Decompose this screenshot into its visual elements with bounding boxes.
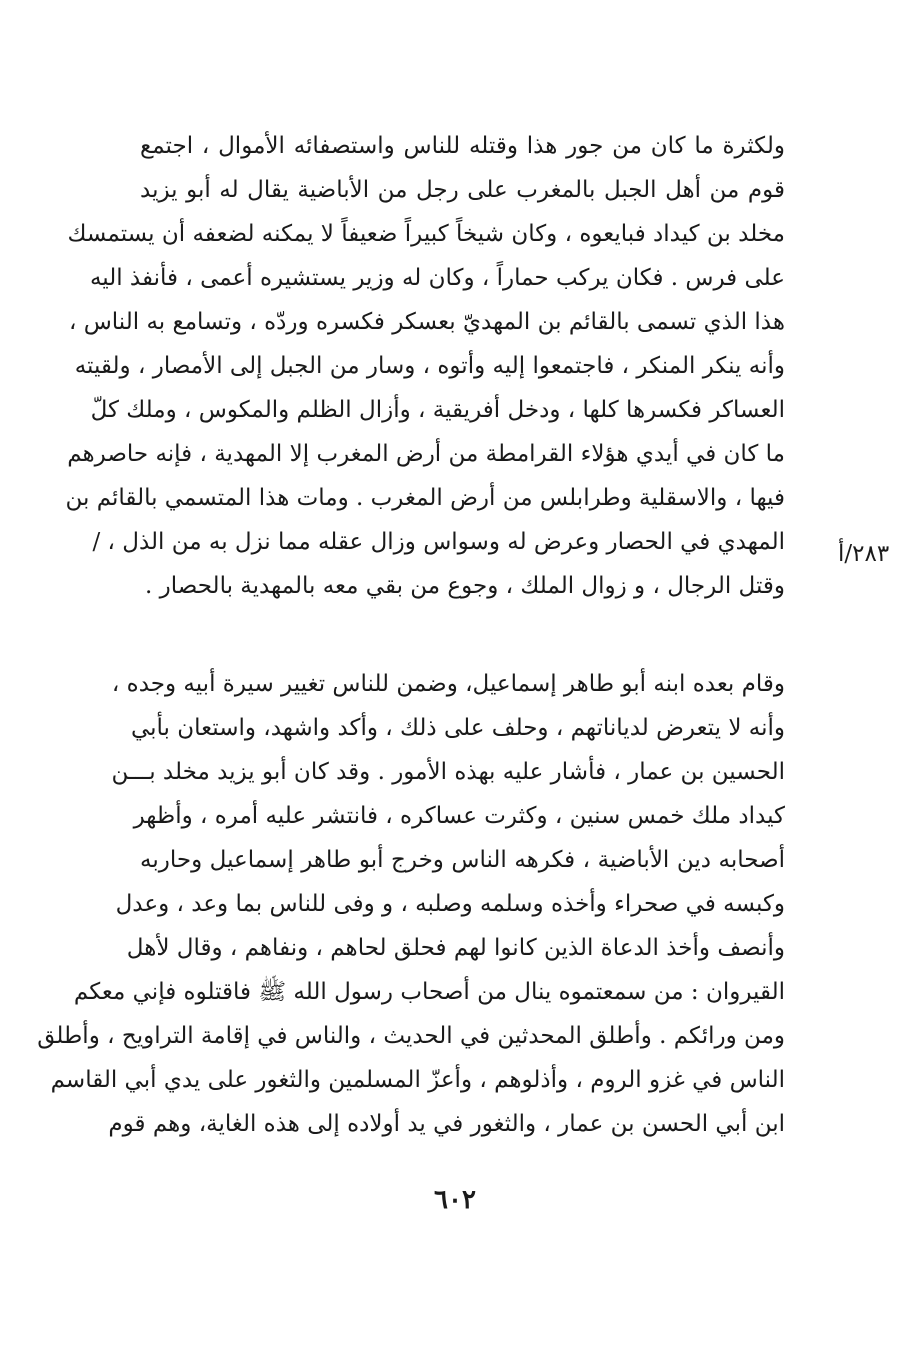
text-line: ابن أبي الحسن بن عمار ، والثغور في يد أولاده إلى هذه الغاية، وهم قوم — [108, 1111, 785, 1137]
text-line: الحسين بن عمار ، فأشار عليه بهذه الأمور . وقد كان أبو يزيد مخلد بـــن — [111, 759, 785, 785]
text-line: قوم من أهل الجبل بالمغرب على رجل من الأباضية يقال له أبو يزيد — [140, 177, 785, 203]
text-line: مخلد بن كيداد فبايعوه ، وكان شيخاً كبيراً ضعيفاً لا يمكنه لضعفه أن يستمسك — [67, 221, 785, 247]
text-line: العساكر فكسرها كلها ، ودخل أفريقية ، وأزال الظلم والمكوس ، وملك كلّ — [90, 397, 785, 423]
text-line: هذا الذي تسمى بالقائم بن المهديّ بعسكر فكسره وردّه ، وتسامع به الناس ، — [68, 309, 785, 335]
text-line: كيداد ملك خمس سنين ، وكثرت عساكره ، فانتشر عليه أمره ، وأظهر — [133, 803, 785, 829]
text-line: ومن ورائكم . وأطلق المحدثين في الحديث ، والناس في إقامة التراويح ، وأطلق — [37, 1023, 785, 1049]
text-line: الناس في غزو الروم ، وأذلوهم ، وأعزّ المسلمين والثغور على يدي أبي القاسم — [50, 1067, 785, 1093]
text-line: المهدي في الحصار وعرض له وسواس وزال عقله مما نزل به من الذل ، / — [92, 529, 785, 555]
text-line: القيروان : من سمعتموه ينال من أصحاب رسول الله ﷺ فاقتلوه فإني معكم — [73, 979, 785, 1005]
folio-margin-note: ٢٨٣/أ — [838, 541, 890, 567]
text-line: وأنصف وأخذ الدعاة الذين كانوا لهم فحلق لحاهم ، ونفاهم ، وقال لأهل — [126, 935, 785, 961]
text-line: ولكثرة ما كان من جور هذا وقتله للناس واستصفائه الأموال ، اجتمع — [140, 133, 785, 159]
page-number: ٦٠٢ — [434, 1185, 476, 1215]
paragraph-2 — [37, 662, 785, 1146]
text-line: وكبسه في صحراء وأخذه وسلمه وصلبه ، و وفى للناس بما وعد ، وعدل — [115, 891, 785, 917]
paragraph-1 — [65, 124, 785, 608]
text-line: أصحابه دين الأباضية ، فكرهه الناس وخرج أبو طاهر إسماعيل وحاربه — [140, 847, 785, 873]
text-line: وقتل الرجال ، و زوال الملك ، وجوع من بقي معه بالمهدية بالحصار . — [145, 573, 785, 599]
text-line: وأنه ينكر المنكر ، فاجتمعوا إليه وأتوه ، وسار من الجبل إلى الأمصار ، ولقيته — [74, 353, 785, 379]
text-line: ما كان في أيدي هؤلاء القرامطة من أرض المغرب إلا المهدية ، فإنه حاصرهم — [67, 441, 785, 467]
text-line: وقام بعده ابنه أبو طاهر إسماعيل، وضمن للناس تغيير سيرة أبيه وجده ، — [111, 671, 785, 697]
text-line: على فرس . فكان يركب حماراً ، وكان له وزير يستشيره أعمى ، فأنفذ اليه — [89, 265, 785, 291]
text-line: وأنه لا يتعرض لدياناتهم ، وحلف على ذلك ، وأكد واشهد، واستعان بأبي — [130, 715, 785, 741]
text-line: فيها ، والاسقلية وطرابلس من أرض المغرب . ومات هذا المتسمي بالقائم بن — [65, 485, 785, 511]
